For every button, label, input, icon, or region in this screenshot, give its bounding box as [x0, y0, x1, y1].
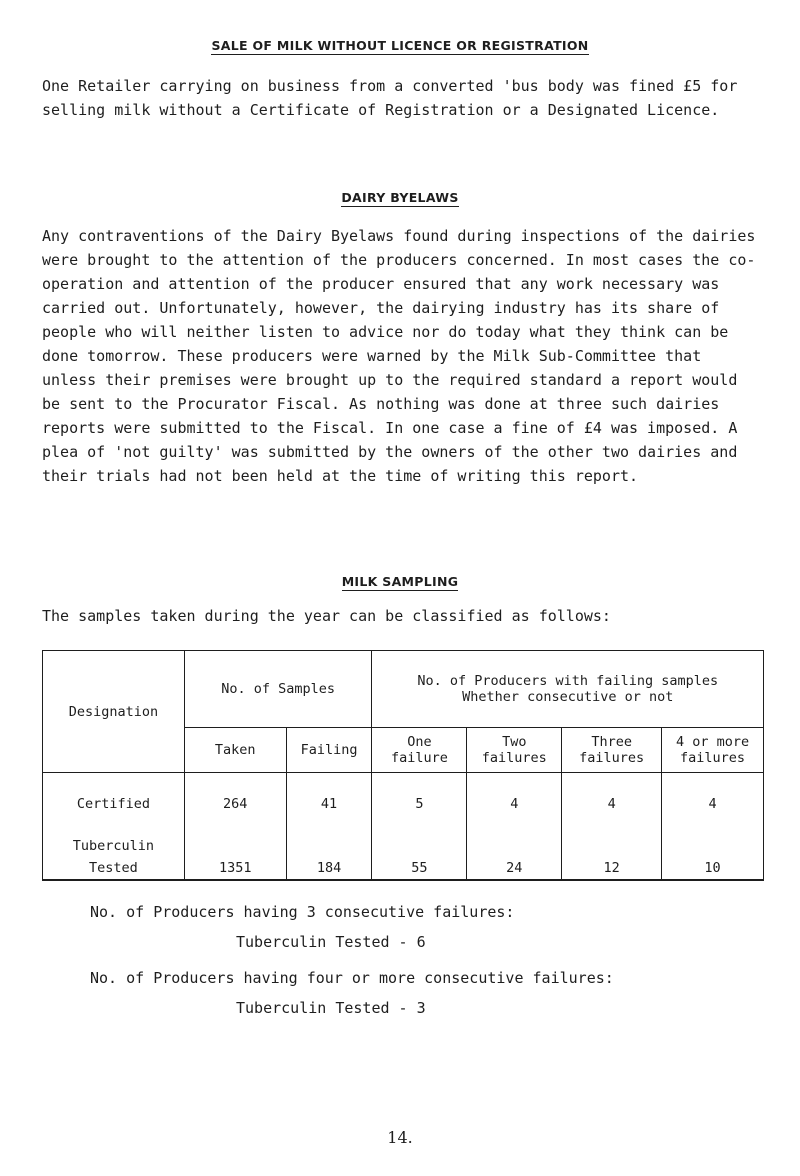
four-failures-label: No. of Producers having four or more consecutive failures:	[90, 969, 614, 987]
designation-header: Designation	[43, 651, 185, 773]
four-or-more-failures-header: 4 or more failures	[662, 728, 764, 773]
sale-paragraph: One Retailer carrying on business from a converted 'bus body was fined £5 for selling milk without a Certificate of Registration or a Designated Licence.	[42, 77, 738, 119]
one-failure-cell: 5 55	[372, 773, 467, 881]
table-body-row	[43, 773, 764, 881]
two-failures-cell: 4 24	[467, 773, 562, 881]
two-failures-header: Two failures	[467, 728, 562, 773]
three-failures-value: Tuberculin Tested - 6	[236, 933, 426, 951]
milk-sampling-intro: The samples taken during the year can be classified as follows:	[42, 607, 611, 625]
four-or-more-failures-cell: 4 10	[662, 773, 764, 881]
page-number: 14.	[387, 1128, 413, 1147]
taken-cell: 264 1351	[184, 773, 286, 881]
one-failure-header: One failure	[372, 728, 467, 773]
dairy-byelaws-paragraph: Any contraventions of the Dairy Byelaws found during inspections of the dairies were brought to the attention of the producers concerned. In most cases the co-operation and attention of the producer ensured that any work necessary was carried out. Unfortunately, however, the dairying industry has its share of people who will neither listen to advice nor do today what they think can be done tomorrow. These producers were warned by the Milk Sub-Committee that unless their premises were brought up to the required standard a report would be sent to the Procurator Fiscal. As nothing was done at three such dairies reports were submitted to the Fiscal. In one case a fine of £4 was imposed. A plea of 'not guilty' was submitted by the owners of the other two dairies and their trials had not been held at the time of writing this report.	[42, 227, 756, 485]
taken-header: Taken	[184, 728, 286, 773]
samples-header: No. of Samples	[184, 651, 372, 728]
producers-header: No. of Producers with failing samples Whether consecutive or not	[372, 651, 764, 728]
three-failures-label: No. of Producers having 3 consecutive failures:	[90, 903, 515, 921]
dairy-byelaws-heading: DAIRY BYELAWS	[341, 190, 459, 205]
failing-cell: 41 184	[286, 773, 372, 881]
milk-sampling-heading: MILK SAMPLING	[341, 574, 459, 589]
sale-heading: SALE OF MILK WITHOUT LICENCE OR REGISTRATION	[211, 38, 589, 53]
failing-header: Failing	[286, 728, 372, 773]
milk-sampling-table	[42, 650, 764, 881]
four-failures-value: Tuberculin Tested - 3	[236, 999, 426, 1017]
designation-cell: Certified Tuberculin Tested	[43, 773, 185, 881]
three-failures-cell: 4 12	[562, 773, 662, 881]
three-failures-header: Three failures	[562, 728, 662, 773]
